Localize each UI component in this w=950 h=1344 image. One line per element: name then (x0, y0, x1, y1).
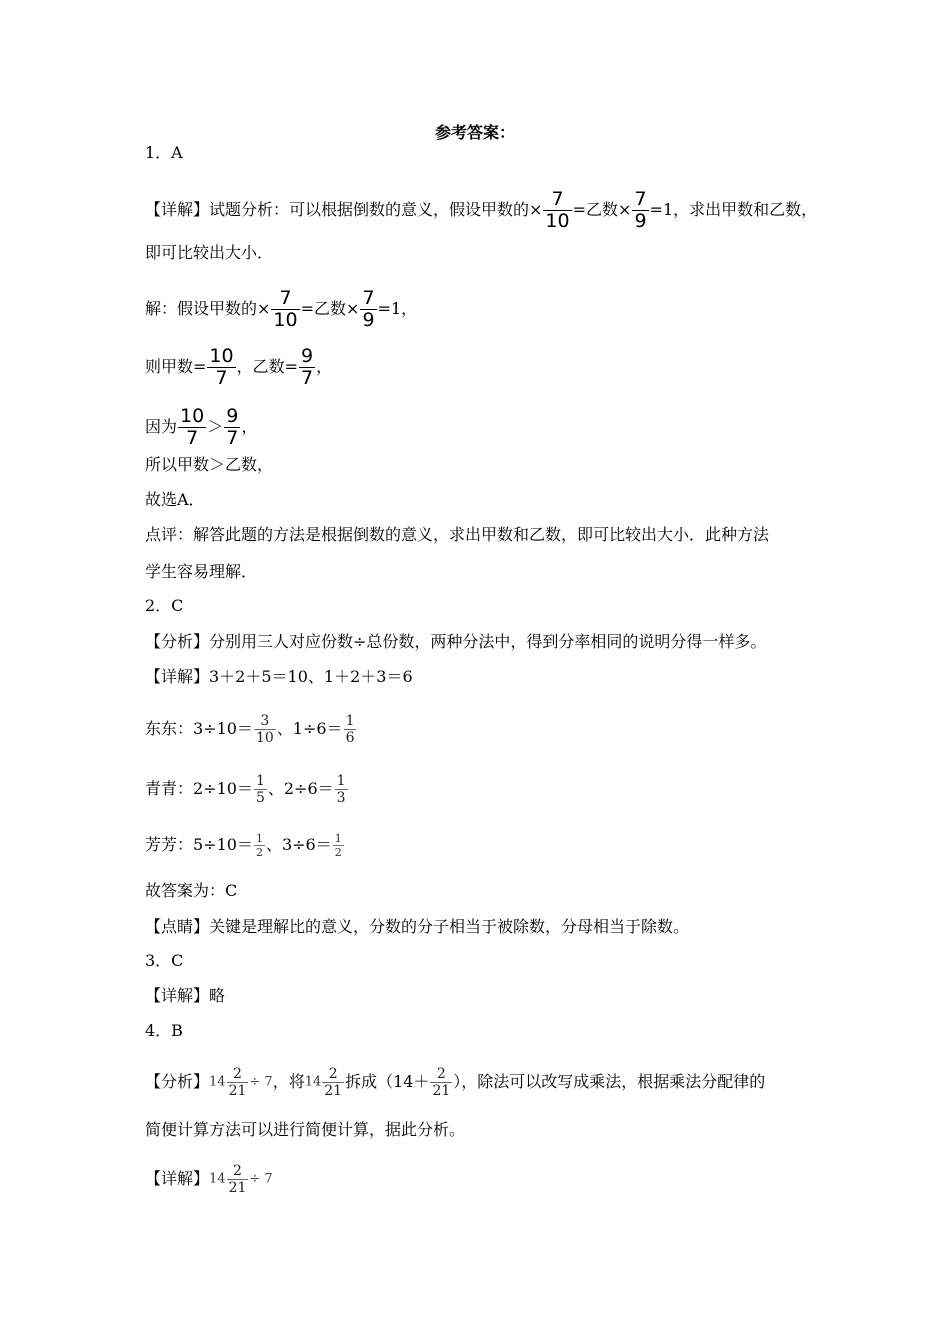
q1-detail-text-a: 【详解】试题分析：可以根据倒数的意义，假设甲数的× (145, 200, 543, 219)
q4-de-whole: 14 (209, 1171, 226, 1187)
numerator: 10 (180, 405, 205, 427)
q1-then-text-b: ，乙数= (236, 357, 299, 376)
numerator: 1 (336, 773, 346, 789)
numerator: 10 (209, 345, 234, 367)
q4-an-divide-1: ÷ 7 (249, 1074, 273, 1090)
numerator: 7 (551, 188, 564, 210)
q3-number: 3．C (145, 951, 184, 970)
q1-comment-line: 点评：解答此题的方法是根据倒数的意义，求出甲数和乙数，即可比较出大小．此种方法 (145, 525, 770, 544)
q3-detail: 【详解】略 (145, 986, 226, 1005)
q1-so-line: 所以甲数＞乙数， (145, 455, 274, 474)
q1-sol-text-c: =1， (377, 299, 418, 318)
denominator: 2 (255, 846, 263, 859)
numerator: 9 (301, 345, 314, 367)
q2-ff-fraction-2 (333, 833, 344, 858)
numerator: 2 (436, 1066, 446, 1082)
numerator: 1 (334, 832, 342, 845)
denominator: 9 (634, 210, 647, 232)
q1-detail-fraction-2 (632, 190, 648, 231)
q4-number: 4．B (145, 1021, 183, 1040)
denominator: 21 (228, 1180, 247, 1196)
q4-analysis-label: 【分析】 (145, 1072, 210, 1091)
q2-qq-fraction-1 (254, 774, 267, 805)
q2-qq-fraction-2 (335, 774, 348, 805)
q1-because-fraction-2 (224, 407, 240, 448)
q4-an-fraction-3 (430, 1067, 452, 1098)
numerator: 2 (233, 1066, 242, 1082)
q4-an-fraction-1 (227, 1067, 249, 1098)
q2-dd-text-a: 东东：3÷10＝ (145, 719, 253, 738)
q2-tip: 【点睛】关键是理解比的意义，分数的分子相当于被除数，分母相当于除数。 (145, 917, 690, 936)
q2-dd-fraction-1 (254, 714, 276, 745)
denominator: 5 (255, 790, 265, 806)
q2-analysis: 【分析】分别用三人对应份数÷总份数，两种分法中，得到分率相同的说明分得一样多。 (145, 632, 767, 651)
numerator: 7 (634, 188, 647, 210)
numerator: 7 (279, 287, 292, 309)
denominator: 21 (432, 1083, 451, 1099)
q1-then-text-a: 则甲数= (145, 357, 207, 376)
q2-answer: 故答案为：C (145, 881, 238, 900)
q2-detail: 【详解】3＋2＋5＝10、1＋2＋3＝6 (145, 667, 413, 686)
denominator: 2 (334, 846, 342, 859)
q2-qq-text-a: 青青：2÷10＝ (145, 779, 253, 798)
q1-solution-line (145, 289, 417, 330)
denominator: 10 (255, 730, 274, 746)
q1-because-fraction-1 (178, 407, 206, 448)
q2-dd-text-b: 、1÷6＝ (276, 719, 343, 738)
q4-de-divide: ÷ 7 (249, 1171, 273, 1187)
q1-then-text-c: ， (316, 357, 333, 376)
q1-because-text-a: 因为 (145, 417, 178, 436)
denominator: 21 (228, 1083, 247, 1099)
q2-ff-fraction-1 (254, 833, 265, 858)
denominator: 7 (207, 367, 235, 388)
numerator: 1 (255, 832, 263, 845)
q1-detail-line-2: 即可比较出大小． (145, 243, 274, 262)
q2-ff-text-a: 芳芳：5÷10＝ (145, 835, 253, 854)
numerator: 2 (328, 1066, 338, 1082)
q1-because-text-c: ， (241, 417, 258, 436)
q1-then-line (145, 347, 332, 388)
q1-sol-text-b: =乙数× (300, 299, 360, 318)
numerator: 3 (260, 713, 270, 729)
q1-sol-text-a: 解：假设甲数的× (145, 299, 271, 318)
q1-then-fraction-1 (207, 347, 235, 388)
q2-qq-text-b: 、2÷6＝ (267, 779, 334, 798)
q1-detail-text-b: =乙数× (572, 200, 632, 219)
q4-an-text-d: ），除法可以改写成乘法，根据乘法分配律的 (453, 1072, 766, 1091)
denominator: 21 (324, 1083, 343, 1099)
numerator: 2 (233, 1163, 242, 1179)
q1-detail-fraction-1 (543, 190, 571, 231)
q4-detail-label: 【详解】 (145, 1169, 210, 1188)
q2-ff-text-b: 、3÷6＝ (265, 835, 332, 854)
q1-then-fraction-2 (299, 347, 315, 388)
q4-an-text-b: ，将 (272, 1072, 305, 1091)
q2-qingqing-line (145, 774, 349, 805)
q1-comment-line-2: 学生容易理解． (145, 562, 258, 581)
q2-fangfang-line (145, 833, 345, 858)
denominator: 3 (336, 790, 346, 806)
q1-detail-text-c: =1，求出甲数和乙数， (649, 200, 818, 219)
q4-de-fraction (227, 1164, 249, 1195)
q4-an-fraction-2 (322, 1067, 344, 1098)
denominator: 7 (226, 427, 239, 449)
denominator: 9 (362, 309, 375, 331)
q1-choose-line: 故选A． (145, 490, 205, 509)
q1-number: 1．A (145, 143, 183, 162)
q4-an-whole-2: 14 (304, 1074, 322, 1090)
q4-analysis-line-2: 简便计算方法可以进行简便计算，据此分析。 (145, 1120, 466, 1139)
numerator: 1 (345, 713, 355, 729)
numerator: 1 (255, 773, 265, 789)
q4-an-text-c: 拆成（14＋ (345, 1072, 430, 1091)
denominator: 6 (345, 730, 355, 746)
numerator: 7 (362, 287, 375, 309)
q1-sol-fraction-1 (271, 289, 299, 330)
q4-detail-line (145, 1164, 273, 1195)
q2-dd-fraction-2 (344, 714, 357, 745)
denominator: 10 (273, 309, 298, 331)
numerator: 9 (226, 405, 239, 427)
q1-sol-fraction-2 (360, 289, 376, 330)
q1-because-line (145, 407, 257, 448)
q1-because-text-b: ＞ (207, 417, 224, 436)
q2-dongdong-line (145, 714, 357, 745)
q1-detail-line (145, 190, 817, 231)
denominator: 7 (301, 367, 314, 389)
q4-an-whole-1: 14 (209, 1074, 226, 1090)
q2-number: 2．C (145, 596, 184, 615)
denominator: 7 (178, 427, 206, 448)
q4-analysis-line (145, 1067, 765, 1098)
page-title: 参考答案： (434, 123, 515, 142)
denominator: 10 (545, 210, 570, 232)
